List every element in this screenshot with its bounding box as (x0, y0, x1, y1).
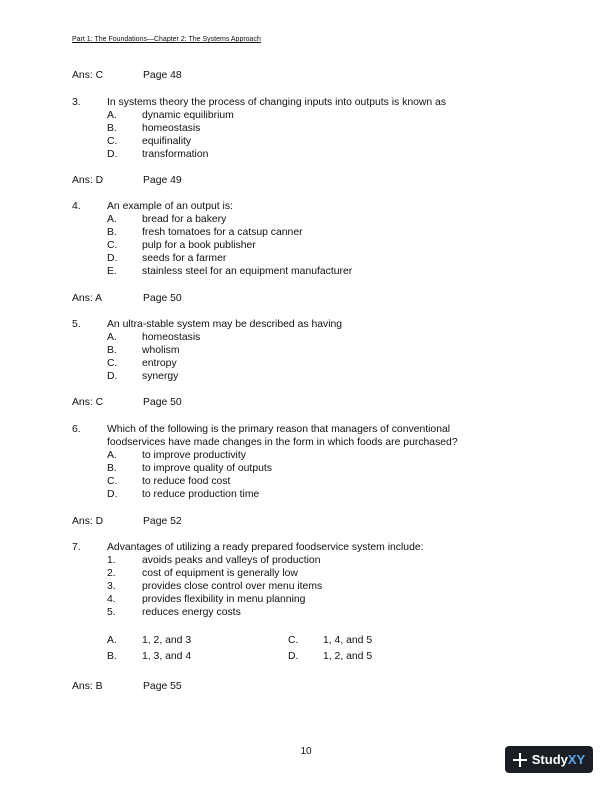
question-number: 7. (72, 542, 81, 553)
option-letter: B. (107, 463, 117, 474)
option-letter: A. (107, 450, 117, 461)
option-number: 4. (107, 594, 116, 605)
option-text: to improve productivity (142, 450, 246, 461)
question-number: 4. (72, 201, 81, 212)
answer-page-ref: Page 50 (143, 293, 182, 304)
badge-brand (532, 752, 585, 767)
option-text: stainless steel for an equipment manufacturer (142, 266, 353, 277)
answer-page-ref: Page 49 (143, 175, 182, 186)
answer-page-ref: Page 52 (143, 516, 182, 527)
option-letter: B. (107, 345, 117, 356)
option-text: synergy (142, 371, 179, 382)
option-letter: B. (107, 123, 117, 134)
option-number: 3. (107, 581, 116, 592)
option-letter: E. (107, 266, 117, 277)
answer-key: Ans: D (72, 175, 104, 186)
option-number: 2. (107, 568, 116, 579)
answer-page-ref: Page 55 (143, 681, 182, 692)
question-number: 6. (72, 424, 81, 435)
option-letter: C. (107, 476, 118, 487)
option-letter: D. (107, 371, 118, 382)
option-text: cost of equipment is generally low (142, 568, 298, 579)
answer-key: Ans: B (72, 681, 103, 692)
page-number: 10 (300, 746, 312, 757)
option-text: homeostasis (142, 123, 201, 134)
badge-brand-main: Study (531, 752, 568, 767)
answer-key: Ans: C (72, 397, 104, 408)
option-text: wholism (142, 345, 180, 356)
question-text: Advantages of utilizing a ready prepared foodservice system include: (107, 542, 424, 553)
option-text: to reduce food cost (142, 476, 231, 487)
question-text: In systems theory the process of changing inputs into outputs is known as (107, 97, 447, 108)
option-text: reduces energy costs (142, 607, 241, 618)
option-letter: D. (107, 253, 118, 264)
option-letter: A. (107, 332, 117, 343)
plus-icon (513, 753, 527, 767)
option-text: homeostasis (142, 332, 201, 343)
question-text: Which of the following is the primary reason that managers of conventional (107, 424, 451, 435)
option-letter: C. (107, 358, 118, 369)
option-text: bread for a bakery (142, 214, 227, 225)
question-text: An ultra-stable system may be described as having (107, 319, 343, 330)
option-number: 1. (107, 555, 116, 566)
choice-letter: C. (288, 635, 299, 646)
studyxy-badge[interactable] (505, 746, 593, 773)
choice-text: 1, 3, and 4 (142, 651, 192, 662)
option-text: to improve quality of outputs (142, 463, 272, 474)
option-text: provides flexibility in menu planning (142, 594, 306, 605)
running-header: Part 1: The Foundations—Chapter 2: The Systems Approach (72, 36, 261, 43)
answer-key: Ans: C (72, 70, 104, 81)
choice-text: 1, 4, and 5 (323, 635, 373, 646)
option-text: provides close control over menu items (142, 581, 323, 592)
question-number: 5. (72, 319, 81, 330)
choice-letter: B. (107, 651, 117, 662)
answer-page-ref: Page 48 (143, 70, 182, 81)
question-text: foodservices have made changes in the form in which foods are purchased? (107, 437, 458, 448)
option-text: equifinality (142, 136, 192, 147)
choice-text: 1, 2, and 3 (142, 635, 192, 646)
option-text: to reduce production time (142, 489, 260, 500)
option-text: seeds for a farmer (142, 253, 227, 264)
option-letter: A. (107, 214, 117, 225)
choice-letter: D. (288, 651, 299, 662)
option-letter: C. (107, 136, 118, 147)
badge-brand-accent: XY (567, 752, 586, 767)
option-letter: B. (107, 227, 117, 238)
option-text: transformation (142, 149, 209, 160)
option-text: dynamic equilibrium (142, 110, 234, 121)
option-letter: C. (107, 240, 118, 251)
answer-key: Ans: D (72, 516, 104, 527)
option-letter: A. (107, 110, 117, 121)
option-text: avoids peaks and valleys of production (142, 555, 321, 566)
option-text: pulp for a book publisher (142, 240, 256, 251)
answer-key: Ans: A (72, 293, 103, 304)
question-text: An example of an output is: (107, 201, 233, 212)
choice-text: 1, 2, and 5 (323, 651, 373, 662)
option-text: fresh tomatoes for a catsup canner (142, 227, 303, 238)
question-number: 3. (72, 97, 81, 108)
choice-letter: A. (107, 635, 117, 646)
option-letter: D. (107, 149, 118, 160)
answer-page-ref: Page 50 (143, 397, 182, 408)
option-letter: D. (107, 489, 118, 500)
option-text: entropy (142, 358, 177, 369)
option-number: 5. (107, 607, 116, 618)
